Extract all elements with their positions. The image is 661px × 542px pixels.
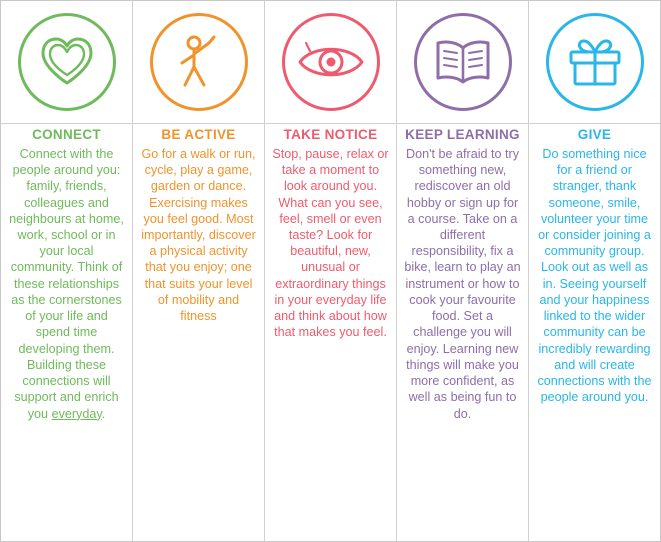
icon-area-be-active [133,1,264,123]
divider-keep-learning [397,123,528,124]
person-waving-icon [173,33,225,91]
icon-circle-give [546,13,644,111]
column-keep-learning [396,1,528,541]
body-underlined-connect: everyday [51,406,102,421]
icon-circle-keep-learning [414,13,512,111]
icon-circle-be-active [150,13,248,111]
title-give: GIVE [577,127,612,142]
column-be-active [132,1,264,541]
title-keep-learning: KEEP LEARNING [405,127,520,142]
icon-area-give [529,1,660,123]
icon-area-keep-learning [397,1,528,123]
title-take-notice: TAKE NOTICE [283,127,378,142]
title-be-active: BE ACTIVE [161,127,236,142]
column-connect [1,1,132,541]
column-take-notice [264,1,396,541]
gift-icon [566,36,624,88]
divider-take-notice [265,123,396,124]
title-connect: CONNECT [32,127,101,142]
divider-give [529,123,660,124]
heart-icon [38,35,96,89]
body-be-active: Go for a walk or run, cycle, play a game, garden or dance. Exercising makes you feel good. Most importantly, discover a physical activity that you enjoy; one that suits your level of mobility and fitness [141,146,256,324]
eye-icon [296,39,366,85]
divider-connect [1,123,132,124]
divider-be-active [133,123,264,124]
icon-circle-take-notice [282,13,380,111]
icon-circle-connect [18,13,116,111]
body-text-connect: Connect with the people around you: family, friends, colleagues and neighbours at home, work, school or in your local community. Think of these relationships as the cornerstones of your life and spend time developing them. Building these connections will support and enrich you [9,146,124,421]
body-connect [1,146,132,428]
open-book-icon [432,36,494,88]
body-take-notice: Stop, pause, relax or take a moment to look around you. What can you see, feel, smell or even taste? Look for beautiful, new, unusual or extraordinary things in your everyday life and think about how that makes you feel. [272,146,389,340]
body-give: Do something nice for a friend or stranger, thank someone, smile, volunteer your time or consider joining a community group. Look out as well as in. Seeing yourself and your happiness linked to the wider community can be incredibly rewarding and will create connections with the people around you. [537,146,652,405]
icon-area-take-notice [265,1,396,123]
column-give [528,1,660,541]
body-tail-connect: . [101,406,106,421]
icon-area-connect [1,1,132,123]
body-keep-learning: Don't be afraid to try something new, rediscover an old hobby or sign up for a course. Take on a different responsibility, fix a bike, learn to play an instrument or how to cook your favourite food. Set a challenge you will enjoy. Learning new things will make you more confident, as well as being fun to do. [404,146,521,421]
